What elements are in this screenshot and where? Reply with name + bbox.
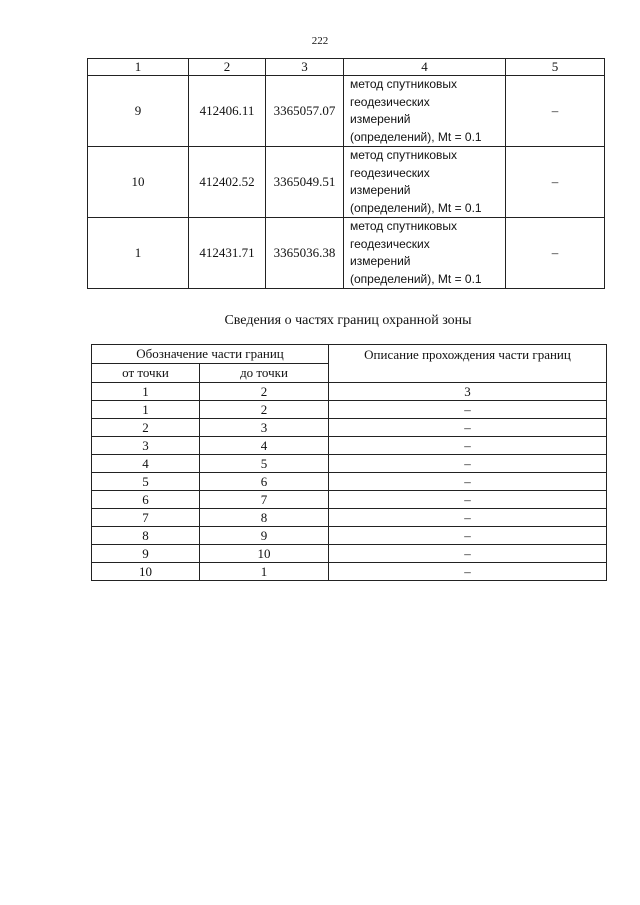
table-row (92, 437, 607, 455)
boundary-description: – (329, 527, 607, 545)
to-point: 6 (200, 473, 329, 491)
method-line: измерений (350, 183, 411, 197)
table-row (92, 419, 607, 437)
table-row (92, 473, 607, 491)
method-description (344, 218, 506, 289)
col-header-3: 3 (266, 59, 344, 76)
table-row (88, 147, 605, 218)
table-row (92, 527, 607, 545)
method-description (344, 147, 506, 218)
method-line: (определений), Mt = 0.1 (350, 200, 482, 215)
table-row (88, 76, 605, 147)
from-point: 9 (92, 545, 200, 563)
from-point: 4 (92, 455, 200, 473)
method-line: метод спутниковых (350, 77, 458, 91)
to-point: 3 (200, 419, 329, 437)
to-point: 2 (200, 383, 329, 401)
boundary-description: – (329, 455, 607, 473)
header-to-point: до точки (200, 364, 329, 383)
boundary-description: – (329, 437, 607, 455)
boundary-description: 3 (329, 383, 607, 401)
coordinates-table (87, 58, 605, 289)
to-point: 1 (200, 563, 329, 581)
x-coordinate: 412402.52 (189, 147, 266, 218)
from-point: 6 (92, 491, 200, 509)
x-coordinate: 412406.11 (189, 76, 266, 147)
table-row (92, 545, 607, 563)
col-header-4: 4 (344, 59, 506, 76)
table-row (88, 218, 605, 289)
table-row (92, 509, 607, 527)
col-header-2: 2 (189, 59, 266, 76)
parts-table-body (92, 383, 607, 581)
method-line: метод спутниковых (350, 219, 458, 233)
from-point: 2 (92, 419, 200, 437)
y-coordinate: 3365057.07 (266, 76, 344, 147)
parts-header-row (92, 345, 607, 364)
boundary-description: – (329, 545, 607, 563)
to-point: 7 (200, 491, 329, 509)
point-number: 1 (88, 218, 189, 289)
table-row (92, 401, 607, 419)
from-point: 1 (92, 401, 200, 419)
col5-value: – (506, 76, 605, 147)
header-boundary-description: Описание прохождения части границ (329, 345, 607, 383)
table-row (92, 491, 607, 509)
method-description (344, 76, 506, 147)
from-point: 7 (92, 509, 200, 527)
to-point: 9 (200, 527, 329, 545)
col-header-1: 1 (88, 59, 189, 76)
y-coordinate: 3365036.38 (266, 218, 344, 289)
section-title: Сведения о частях границ охранной зоны (224, 313, 472, 328)
col5-value: – (506, 218, 605, 289)
boundary-description: – (329, 419, 607, 437)
point-number: 10 (88, 147, 189, 218)
page-number: 222 (311, 35, 329, 47)
from-point: 10 (92, 563, 200, 581)
method-line: измерений (350, 112, 411, 126)
col5-value: – (506, 147, 605, 218)
from-point: 5 (92, 473, 200, 491)
method-line: измерений (350, 254, 411, 268)
header-boundary-designation: Обозначение части границ (92, 345, 329, 364)
method-line: (определений), Mt = 0.1 (350, 271, 482, 286)
boundary-description: – (329, 563, 607, 581)
from-point: 8 (92, 527, 200, 545)
method-line: геодезических (350, 236, 430, 251)
to-point: 4 (200, 437, 329, 455)
table-row (92, 563, 607, 581)
from-point: 1 (92, 383, 200, 401)
y-coordinate: 3365049.51 (266, 147, 344, 218)
boundary-description: – (329, 509, 607, 527)
header-from-point: от точки (92, 364, 200, 383)
table-row (92, 455, 607, 473)
to-point: 10 (200, 545, 329, 563)
point-number: 9 (88, 76, 189, 147)
method-line: геодезических (350, 94, 430, 109)
to-point: 8 (200, 509, 329, 527)
method-line: геодезических (350, 165, 430, 180)
boundary-description: – (329, 401, 607, 419)
to-point: 2 (200, 401, 329, 419)
x-coordinate: 412431.71 (189, 218, 266, 289)
method-line: метод спутниковых (350, 148, 458, 162)
method-line: (определений), Mt = 0.1 (350, 129, 482, 144)
coordinates-header-row (88, 59, 605, 76)
from-point: 3 (92, 437, 200, 455)
boundary-parts-table (91, 344, 607, 581)
boundary-description: – (329, 491, 607, 509)
to-point: 5 (200, 455, 329, 473)
boundary-description: – (329, 473, 607, 491)
col-header-5: 5 (506, 59, 605, 76)
table-row (92, 383, 607, 401)
